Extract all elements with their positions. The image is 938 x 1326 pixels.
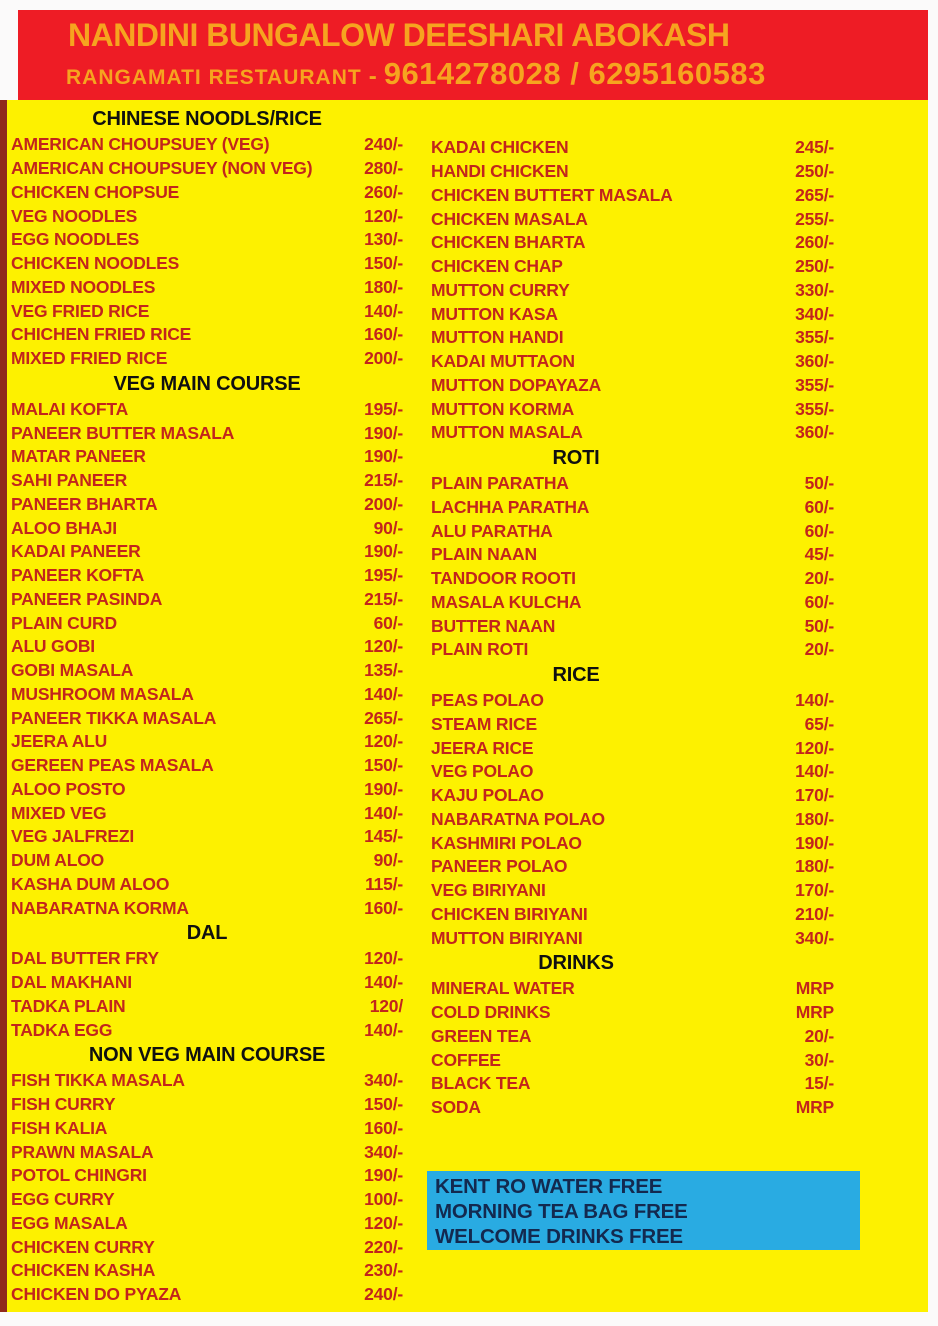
menu-column-right <box>431 136 834 1120</box>
item-name: MALAI KOFTA <box>11 398 129 419</box>
item-price: 140/- <box>364 972 403 993</box>
item-price: 50/- <box>804 615 834 636</box>
menu-item-row <box>431 207 834 231</box>
item-name: FISH CURRY <box>11 1094 116 1115</box>
subtitle-dash: - <box>368 63 377 90</box>
item-price: 120/- <box>364 948 403 969</box>
menu-item-row <box>11 995 403 1019</box>
item-name: PANEER BUTTER MASALA <box>11 422 235 443</box>
item-name: TADKA PLAIN <box>11 995 126 1016</box>
item-price: 245/- <box>795 137 834 158</box>
item-price: MRP <box>795 1002 834 1023</box>
notice-line: WELCOME DRINKS FREE <box>435 1225 683 1248</box>
menu-item-row <box>11 1283 403 1307</box>
item-name: ALOO BHAJI <box>11 517 117 538</box>
menu-item-row <box>431 736 834 760</box>
item-name: DAL BUTTER FRY <box>11 948 159 969</box>
menu-item-row <box>11 588 403 612</box>
item-name: TANDOOR ROOTI <box>431 568 576 589</box>
item-price: 140/- <box>364 300 403 321</box>
item-name: KADAI CHICKEN <box>431 137 569 158</box>
item-name: MIXED FRIED RICE <box>11 348 168 369</box>
item-price: 150/- <box>364 1094 403 1115</box>
menu-item-row <box>11 228 403 252</box>
item-price: 20/- <box>804 1025 834 1046</box>
menu-item-row <box>431 1048 834 1072</box>
menu-item-row <box>11 1018 403 1042</box>
item-name: FISH TIKKA MASALA <box>11 1070 185 1091</box>
phone-numbers: 9614278028 / 6295160583 <box>383 56 766 91</box>
item-name: MUTTON BIRIYANI <box>431 927 583 948</box>
menu-item-row <box>11 493 403 517</box>
item-price: 60/- <box>804 591 834 612</box>
item-name: KAJU POLAO <box>431 785 544 806</box>
item-name: MINERAL WATER <box>431 978 575 999</box>
item-name: CHICKEN CURRY <box>11 1236 155 1257</box>
item-price: 60/- <box>804 520 834 541</box>
menu-item-row <box>431 255 834 279</box>
section-header: VEG MAIN COURSE <box>113 372 301 395</box>
menu-item-row <box>431 831 834 855</box>
item-price: 265/- <box>795 184 834 205</box>
menu-item-row <box>11 1212 403 1236</box>
item-name: GEREEN PEAS MASALA <box>11 755 214 776</box>
item-name: BLACK TEA <box>431 1073 531 1094</box>
item-price: 120/- <box>364 1212 403 1233</box>
menu-item-row <box>431 543 834 567</box>
item-price: 190/- <box>795 832 834 853</box>
menu-item-row <box>11 971 403 995</box>
item-price: 260/- <box>795 232 834 253</box>
item-name: KADAI PANEER <box>11 541 141 562</box>
menu-item-row <box>431 472 834 496</box>
item-price: 140/- <box>364 683 403 704</box>
menu-item-row <box>11 564 403 588</box>
free-items-notice <box>427 1171 860 1250</box>
item-price: 120/- <box>364 205 403 226</box>
menu-item-row <box>11 445 403 469</box>
item-name: EGG MASALA <box>11 1212 128 1233</box>
menu-item-row <box>11 635 403 659</box>
menu-item-row <box>11 1140 403 1164</box>
item-name: POTOL CHINGRI <box>11 1165 147 1186</box>
item-name: DUM ALOO <box>11 850 105 871</box>
menu-item-row <box>11 323 403 347</box>
restaurant-subtitle <box>66 56 928 92</box>
item-name: VEG JALFREZI <box>11 826 135 847</box>
item-price: 180/- <box>795 808 834 829</box>
menu-item-row <box>11 252 403 276</box>
item-price: 220/- <box>364 1236 403 1257</box>
restaurant-name: RANGAMATI RESTAURANT <box>66 66 362 89</box>
menu-item-row <box>431 302 834 326</box>
item-name: CHICKEN DO PYAZA <box>11 1284 182 1305</box>
section-header: ROTI <box>552 446 600 469</box>
menu-item-row <box>11 947 403 971</box>
item-name: ALU GOBI <box>11 636 95 657</box>
item-price: 340/- <box>364 1141 403 1162</box>
menu-item-row <box>11 1069 403 1093</box>
section-header: NON VEG MAIN COURSE <box>88 1044 326 1066</box>
item-name: JEERA RICE <box>431 737 534 758</box>
menu-body <box>0 100 928 1312</box>
item-price: 115/- <box>365 873 403 894</box>
item-price: 140/- <box>795 690 834 711</box>
item-name: CHICKEN KASHA <box>11 1260 156 1281</box>
item-price: 195/- <box>364 565 403 586</box>
item-name: VEG FRIED RICE <box>11 300 150 321</box>
item-name: CHICKEN CHAP <box>431 256 563 277</box>
item-price: 190/- <box>364 446 403 467</box>
item-name: ALOO POSTO <box>11 778 126 799</box>
item-name: CHICKEN BUTTERT MASALA <box>431 184 673 205</box>
item-price: 60/- <box>804 496 834 517</box>
section-header: CHINESE NOODLS/RICE <box>92 108 322 130</box>
item-price: 200/- <box>364 348 403 369</box>
item-name: KASHA DUM ALOO <box>11 873 170 894</box>
item-name: VEG POLAO <box>431 761 534 782</box>
item-price: 170/- <box>795 785 834 806</box>
menu-item-row <box>11 540 403 564</box>
menu-item-row <box>431 231 834 255</box>
item-name: TADKA EGG <box>11 1019 113 1040</box>
item-price: 355/- <box>795 327 834 348</box>
item-price: 240/- <box>364 1284 403 1305</box>
item-name: MUTTON MASALA <box>431 422 583 443</box>
menu-item-row <box>11 133 403 157</box>
item-name: CHICKEN BHARTA <box>431 232 586 253</box>
menu-item-row <box>431 638 834 662</box>
item-price: 180/- <box>364 276 403 297</box>
restaurant-title: NANDINI BUNGALOW DEESHARI ABOKASH <box>68 17 730 53</box>
item-price: 60/- <box>373 612 403 633</box>
item-name: BUTTER NAAN <box>431 615 556 636</box>
item-price: 90/- <box>373 517 403 538</box>
menu-item-row <box>431 397 834 421</box>
item-price: 360/- <box>795 351 834 372</box>
item-price: 160/- <box>364 324 403 345</box>
menu-item-row <box>431 567 834 591</box>
menu-item-row <box>11 1093 403 1117</box>
menu-item-row <box>11 469 403 493</box>
item-price: 145/- <box>364 826 403 847</box>
menu-item-row <box>11 706 403 730</box>
item-price: 360/- <box>795 422 834 443</box>
menu-item-row <box>11 1117 403 1141</box>
item-name: PANEER POLAO <box>431 856 568 877</box>
item-price: 140/- <box>795 761 834 782</box>
item-price: 15/- <box>804 1073 834 1094</box>
menu-item-row <box>11 157 403 181</box>
menu-item-row <box>11 611 403 635</box>
item-price: 160/- <box>364 897 403 918</box>
menu-item-row <box>431 1025 834 1049</box>
item-name: PLAIN PARATHA <box>431 473 569 494</box>
item-name: MUTTON DOPAYAZA <box>431 374 602 395</box>
item-price: 240/- <box>364 134 403 155</box>
menu-item-row <box>11 421 403 445</box>
menu-item-row <box>11 1164 403 1188</box>
item-name: MASALA KULCHA <box>431 591 582 612</box>
item-name: CHICKEN CHOPSUE <box>11 181 180 202</box>
item-price: 200/- <box>364 493 403 514</box>
menu-column-left <box>11 106 403 1307</box>
item-name: PANEER KOFTA <box>11 565 145 586</box>
item-name: PLAIN CURD <box>11 612 117 633</box>
item-price: 280/- <box>364 158 403 179</box>
menu-item-row <box>11 730 403 754</box>
item-price: 140/- <box>364 1019 403 1040</box>
item-name: CHICHEN FRIED RICE <box>11 324 192 345</box>
item-name: GOBI MASALA <box>11 660 134 681</box>
menu-item-row <box>431 374 834 398</box>
item-name: SODA <box>431 1097 481 1118</box>
item-price: 330/- <box>795 279 834 300</box>
item-name: COFFEE <box>431 1049 501 1070</box>
item-name: HANDI CHICKEN <box>431 161 569 182</box>
item-name: SAHI PANEER <box>11 470 128 491</box>
menu-item-row <box>11 873 403 897</box>
item-name: STEAM RICE <box>431 713 537 734</box>
item-price: 250/- <box>795 161 834 182</box>
item-price: 20/- <box>804 639 834 660</box>
item-price: 190/- <box>364 541 403 562</box>
menu-item-row <box>431 926 834 950</box>
item-name: PLAIN NAAN <box>431 544 537 565</box>
item-price: 135/- <box>364 660 403 681</box>
item-name: PEAS POLAO <box>431 690 544 711</box>
item-price: 190/- <box>364 778 403 799</box>
item-name: MUTTON KORMA <box>431 398 575 419</box>
item-price: 90/- <box>373 850 403 871</box>
item-name: KADAI MUTTAON <box>431 351 575 372</box>
item-name: MATAR PANEER <box>11 446 146 467</box>
item-name: AMERICAN CHOUPSUEY (VEG) <box>11 134 270 155</box>
item-price: 355/- <box>795 374 834 395</box>
item-price: 265/- <box>364 707 403 728</box>
item-price: 190/- <box>364 422 403 443</box>
item-price: 190/- <box>364 1165 403 1186</box>
item-price: 140/- <box>364 802 403 823</box>
item-price: 230/- <box>364 1260 403 1281</box>
menu-item-row <box>431 1072 834 1096</box>
item-price: 50/- <box>804 473 834 494</box>
item-price: MRP <box>795 978 834 999</box>
menu-item-row <box>11 1235 403 1259</box>
menu-item-row <box>11 683 403 707</box>
item-price: 20/- <box>804 568 834 589</box>
item-name: MUTTON CURRY <box>431 279 570 300</box>
item-price: 250/- <box>795 256 834 277</box>
menu-item-row <box>11 347 403 371</box>
item-price: 210/- <box>795 903 834 924</box>
menu-item-row <box>11 659 403 683</box>
menu-item-row <box>431 519 834 543</box>
menu-item-row <box>431 614 834 638</box>
menu-item-row <box>431 136 834 160</box>
item-name: CHICKEN NOODLES <box>11 253 180 274</box>
menu-item-row <box>431 160 834 184</box>
section-header: DAL <box>186 922 228 944</box>
menu-item-row <box>11 896 403 920</box>
item-name: MIXED VEG <box>11 802 107 823</box>
item-name: MIXED NOODLES <box>11 276 156 297</box>
item-price: 215/- <box>364 470 403 491</box>
menu-item-row <box>11 398 403 422</box>
item-name: ALU PARATHA <box>431 520 553 541</box>
menu-item-row <box>11 825 403 849</box>
notice-line: KENT RO WATER FREE <box>435 1175 663 1198</box>
menu-item-row <box>431 350 834 374</box>
item-name: CHICKEN MASALA <box>431 208 588 229</box>
menu-item-row <box>11 778 403 802</box>
item-price: 355/- <box>795 398 834 419</box>
item-name: GREEN TEA <box>431 1025 532 1046</box>
item-name: FISH KALIA <box>11 1117 108 1138</box>
menu-item-row <box>431 496 834 520</box>
item-price: 130/- <box>364 229 403 250</box>
menu-item-row <box>11 299 403 323</box>
item-price: 255/- <box>795 208 834 229</box>
menu-item-row <box>431 1096 834 1120</box>
section-header: DRINKS <box>538 952 614 974</box>
menu-item-row <box>431 326 834 350</box>
menu-item-row <box>11 849 403 873</box>
item-name: VEG NOODLES <box>11 205 138 226</box>
item-price: 120/- <box>364 731 403 752</box>
item-name: PANEER BHARTA <box>11 493 158 514</box>
menu-item-row <box>11 754 403 778</box>
menu-item-row <box>431 855 834 879</box>
item-price: 150/- <box>364 755 403 776</box>
item-name: NABARATNA KORMA <box>11 897 189 918</box>
menu-item-row <box>11 1259 403 1283</box>
menu-item-row <box>11 1188 403 1212</box>
menu-item-row <box>11 516 403 540</box>
item-name: MUTTON KASA <box>431 303 558 324</box>
item-price: 45/- <box>804 544 834 565</box>
menu-item-row <box>431 689 834 713</box>
menu-item-row <box>11 181 403 205</box>
item-name: CHICKEN BIRIYANI <box>431 903 588 924</box>
item-price: 120/- <box>795 737 834 758</box>
item-name: PANEER PASINDA <box>11 588 163 609</box>
item-price: 120/ <box>369 995 403 1016</box>
item-name: NABARATNA POLAO <box>431 808 605 829</box>
item-price: MRP <box>795 1097 834 1118</box>
section-header: RICE <box>552 663 600 686</box>
item-name: PRAWN MASALA <box>11 1141 154 1162</box>
menu-item-row <box>431 760 834 784</box>
menu-header <box>18 10 928 100</box>
item-name: DAL MAKHANI <box>11 972 132 993</box>
menu-item-row <box>431 421 834 445</box>
item-name: PANEER TIKKA MASALA <box>11 707 217 728</box>
item-price: 120/- <box>364 636 403 657</box>
item-price: 170/- <box>795 880 834 901</box>
menu-item-row <box>431 713 834 737</box>
menu-item-row <box>431 591 834 615</box>
menu-item-row <box>431 879 834 903</box>
menu-item-row <box>431 784 834 808</box>
item-price: 340/- <box>795 303 834 324</box>
item-price: 340/- <box>364 1070 403 1091</box>
menu-item-row <box>11 276 403 300</box>
item-name: JEERA ALU <box>11 731 108 752</box>
menu-item-row <box>431 1001 834 1025</box>
item-price: 180/- <box>795 856 834 877</box>
notice-line: MORNING TEA BAG FREE <box>435 1200 688 1223</box>
item-price: 100/- <box>364 1189 403 1210</box>
item-name: AMERICAN CHOUPSUEY (NON VEG) <box>11 158 313 179</box>
menu-item-row <box>431 808 834 832</box>
item-name: LACHHA PARATHA <box>431 496 590 517</box>
item-price: 160/- <box>364 1117 403 1138</box>
menu-item-row <box>431 184 834 208</box>
item-name: MUSHROOM MASALA <box>11 683 194 704</box>
item-name: MUTTON HANDI <box>431 327 564 348</box>
menu-item-row <box>431 977 834 1001</box>
item-price: 30/- <box>804 1049 834 1070</box>
item-name: COLD DRINKS <box>431 1002 551 1023</box>
item-price: 340/- <box>795 927 834 948</box>
item-price: 260/- <box>364 181 403 202</box>
item-name: PLAIN ROTI <box>431 639 529 660</box>
menu-item-row <box>11 204 403 228</box>
menu-item-row <box>431 903 834 927</box>
menu-item-row <box>431 279 834 303</box>
item-name: VEG BIRIYANI <box>431 880 546 901</box>
item-name: EGG CURRY <box>11 1189 115 1210</box>
item-price: 150/- <box>364 253 403 274</box>
menu-item-row <box>11 801 403 825</box>
item-price: 195/- <box>364 398 403 419</box>
item-price: 215/- <box>364 588 403 609</box>
item-price: 65/- <box>804 713 834 734</box>
item-name: KASHMIRI POLAO <box>431 832 582 853</box>
item-name: EGG NOODLES <box>11 229 140 250</box>
